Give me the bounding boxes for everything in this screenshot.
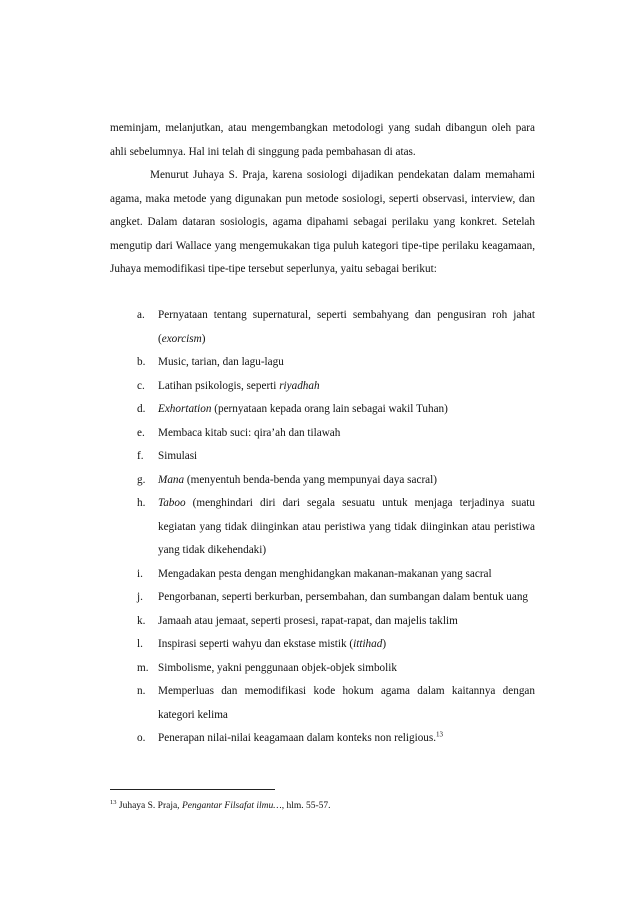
list-item-text: Jamaah atau jemaat, seperti prosesi, rapat-rapat, dan majelis taklim: [158, 614, 458, 627]
list-marker: k.: [137, 614, 146, 627]
list-item-text: Pengorbanan, seperti berkurban, persembahan, dan sumbangan dalam bentuk uang: [158, 591, 529, 603]
list-item-text: Mana (menyentuh benda-benda yang mempunyai daya sacral): [158, 473, 437, 486]
list-item: [137, 492, 535, 563]
paragraph-continuation: meminjam, melanjutkan, atau mengembangkan metodologi yang sudah dibangun oleh para ahli sebelumnya. Hal ini telah di singgung pada pembahasan di atas.: [110, 122, 535, 158]
list-marker: e.: [137, 426, 145, 439]
list-item-text: Latihan psikologis, seperti riyadhah: [158, 379, 320, 392]
list-item: [137, 657, 535, 681]
cited-book-title: Pengantar Filsafat ilmu…: [181, 801, 282, 811]
list-item-text: Inspirasi seperti wahyu dan ekstase mistik (ittihad): [158, 638, 387, 650]
list-marker: g.: [137, 473, 146, 486]
list-marker: j.: [137, 591, 143, 603]
list-item: [137, 586, 535, 610]
list-marker: b.: [137, 356, 146, 368]
list-marker: i.: [137, 567, 143, 580]
footnote-number: 13: [110, 798, 117, 806]
list-item-text: Exhortation (pernyataan kepada orang lain sebagai wakil Tuhan): [158, 403, 448, 415]
footnote-reference[interactable]: 13: [436, 730, 444, 739]
list-item: [137, 422, 535, 446]
list-item: [137, 563, 535, 587]
list-item: [137, 469, 535, 493]
list-item: [137, 680, 535, 727]
list-item-text: Pernyataan tentang supernatural, seperti sembahyang dan pengusiran roh jahat (exorcism): [158, 309, 535, 345]
list-item: [137, 610, 535, 634]
list-item: [137, 445, 535, 469]
paragraph-menurut-juhaya: Menurut Juhaya S. Praja, karena sosiologi dijadikan pendekatan dalam memahami agama, maka metode yang digunakan pun metode sosiologi, seperti observasi, interview, dan angket. Dalam dataran sosiologis, agama dipahami sebagai perilaku yang konkret. Setelah mengutip dari Wallace yang mengemukakan tiga puluh kategori tipe-tipe perilaku keagamaan, Juhaya memodifikasi tipe-tipe tersebut seperlunya, yaitu sebagai berikut:: [110, 169, 535, 275]
list-item: [137, 727, 535, 751]
list-marker: h.: [137, 497, 146, 509]
list-item: [137, 351, 535, 375]
list-item-text: Simbolisme, yakni penggunaan objek-objek simbolik: [158, 661, 397, 674]
list-item-text: Memperluas dan memodifikasi kode hokum agama dalam kaitannya dengan kategori kelima: [158, 685, 535, 721]
list-marker: o.: [137, 732, 146, 744]
list-item: [137, 304, 535, 351]
list-item-text: Music, tarian, dan lagu-lagu: [158, 356, 284, 368]
list-marker: c.: [137, 379, 145, 392]
list-marker: n.: [137, 685, 146, 697]
list-item-text: Membaca kitab suci: qira’ah dan tilawah: [158, 426, 341, 439]
list-item: [137, 633, 535, 657]
list-item-text: Penerapan nilai-nilai keagamaan dalam konteks non religious.$^{13}$: [158, 730, 444, 744]
list-item-text: Simulasi: [158, 450, 198, 462]
list-marker: m.: [137, 661, 149, 674]
footnote-separator: [110, 789, 275, 790]
list-item: [137, 375, 535, 399]
list-item: [137, 398, 535, 422]
list-marker: f.: [137, 450, 144, 462]
list-marker: a.: [137, 309, 145, 321]
list-item-text: Taboo (menghindari diri dari segala sesuatu untuk menjaga terjadinya suatu kegiatan yang tidak diinginkan atau peristiwa yang tidak diinginkan atau peristiwa yang tidak dikehendaki): [158, 497, 535, 556]
list-item-text: Mengadakan pesta dengan menghidangkan makanan-makanan yang sacral: [158, 567, 492, 580]
behavior-type-list: [137, 304, 535, 751]
list-marker: d.: [137, 403, 146, 415]
footnote: $^{13}$ Juhaya S. Praja, Pengantar Filsafat ilmu…, hlm. 55-57.: [110, 798, 331, 811]
list-marker: l.: [137, 638, 143, 650]
